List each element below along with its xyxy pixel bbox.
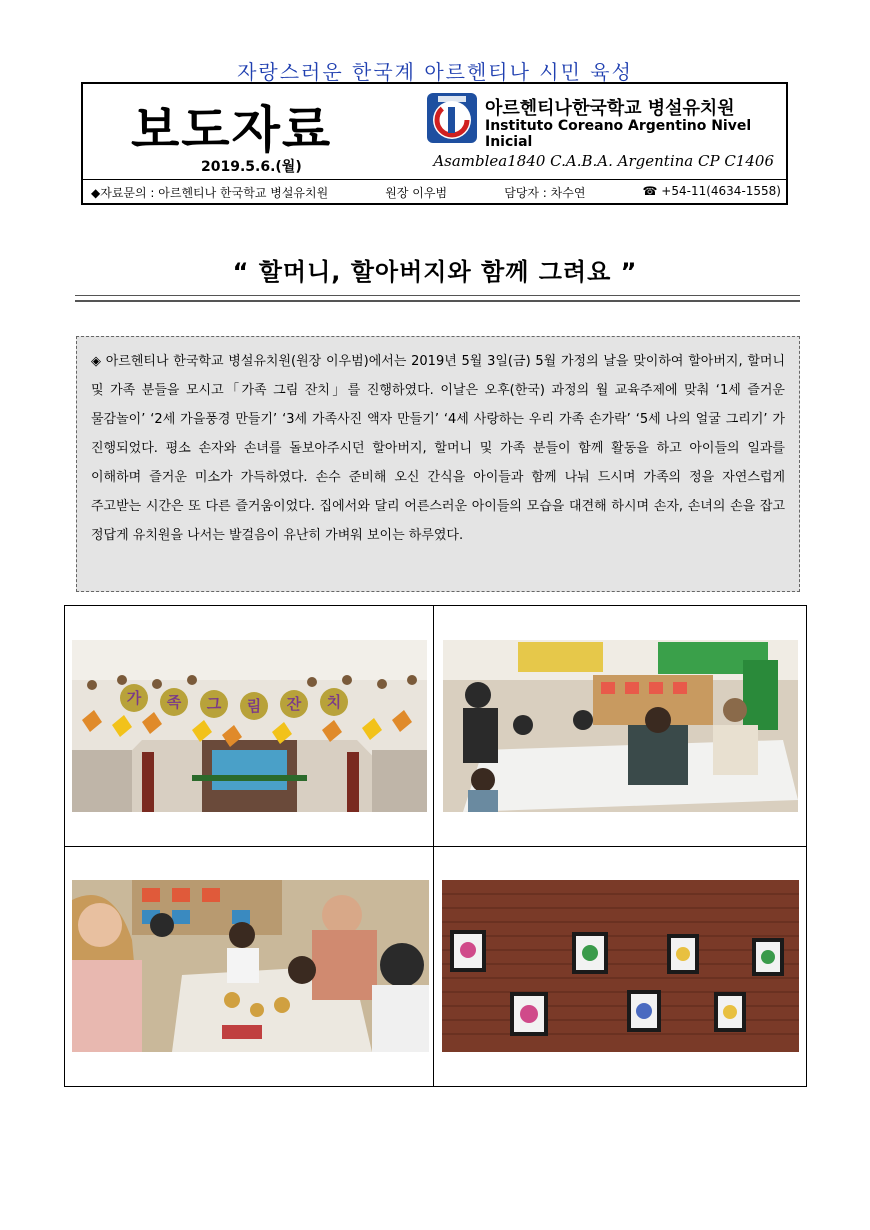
headline-rule-bottom [75,300,800,302]
photo-family-drawing-banner [72,640,427,812]
contact-principal: 원장 이우범 [385,186,448,200]
banner-letter-5: 잔 [286,695,302,713]
contact-line [91,184,781,201]
school-logo [426,92,478,144]
photo-grid [64,605,807,1087]
school-name-korean: 아르헨티나한국학교 병설유치원 [485,98,735,119]
school-address: Asamblea1840 C.A.B.A. Argentina CP C1406 [433,152,774,170]
header-divider [83,179,786,180]
slogan: 자랑스러운 한국계 아르헨티나 시민 육성 [237,60,633,84]
page-title: 보도자료 [131,100,333,159]
contact-staff: 담당자 : 차수연 [504,186,586,200]
banner-letter-1: 가 [126,689,142,707]
grid-horizontal-divider [65,846,806,847]
press-header [81,82,788,205]
banner-letter-3: 그 [206,695,222,713]
contact-phone: ☎ +54-11(4634-1558) [642,184,781,198]
photo-classroom-activity [443,640,798,812]
photo-sharing-snacks [72,880,429,1052]
headline-rule-top [75,295,800,296]
banner-letter-4: 림 [246,697,262,715]
release-date: 2019.5.6.(월) [201,159,302,175]
banner-letter-6: 치 [326,693,342,711]
headline: “ 할머니, 할아버지와 함께 그려요 ” [232,258,638,286]
article-body: ◈ 아르헨티나 한국학교 병설유치원(원장 이우범)에서는 2019년 5월 3일(금) 5월 가정의 날을 맞이하여 할아버지, 할머니 및 가족 분들을 모시고「가족 그림 잔치」를 진행하였다. 이날은 오후(한국) 과정의 월 교육주제에 맞춰 ‘1세 즐거운 물감놀이’ ‘2세 가을풍경 만들기’ ‘3세 가족사진 액자 만들기’ ‘4세 사랑하는 우리 가족 손가락’ ‘5세 나의 얼굴 그리기’ 가 진행되었다. 평소 손자와 손녀를 돌보아주시던 할아버지, 할머니 및 가족 분들이 함께 활동을 하고 아이들의 일과를 이해하며 즐거운 미소가 가득하였다. 손수 준비해 오신 간식을 아이들과 함께 나눠 드시며 가족의 정을 자연스럽게 주고받는 시간은 또 다른 즐거움이었다. 집에서와 달리 어른스러운 아이들의 모습을 대견해 하시며 손자, 손녀의 손을 잡고 정답게 유치원을 나서는 발걸음이 유난히 가벼워 보이는 하루였다. [91,354,785,543]
banner-letter-2: 족 [166,693,182,711]
article-body-box [76,336,800,592]
contact-inquiry: ◆자료문의 : 아르헨티나 한국학교 병설유치원 [91,186,329,200]
photo-child-portraits-wall [442,880,799,1052]
school-name-spanish: Instituto Coreano Argentino Nivel Inicial [485,118,752,150]
